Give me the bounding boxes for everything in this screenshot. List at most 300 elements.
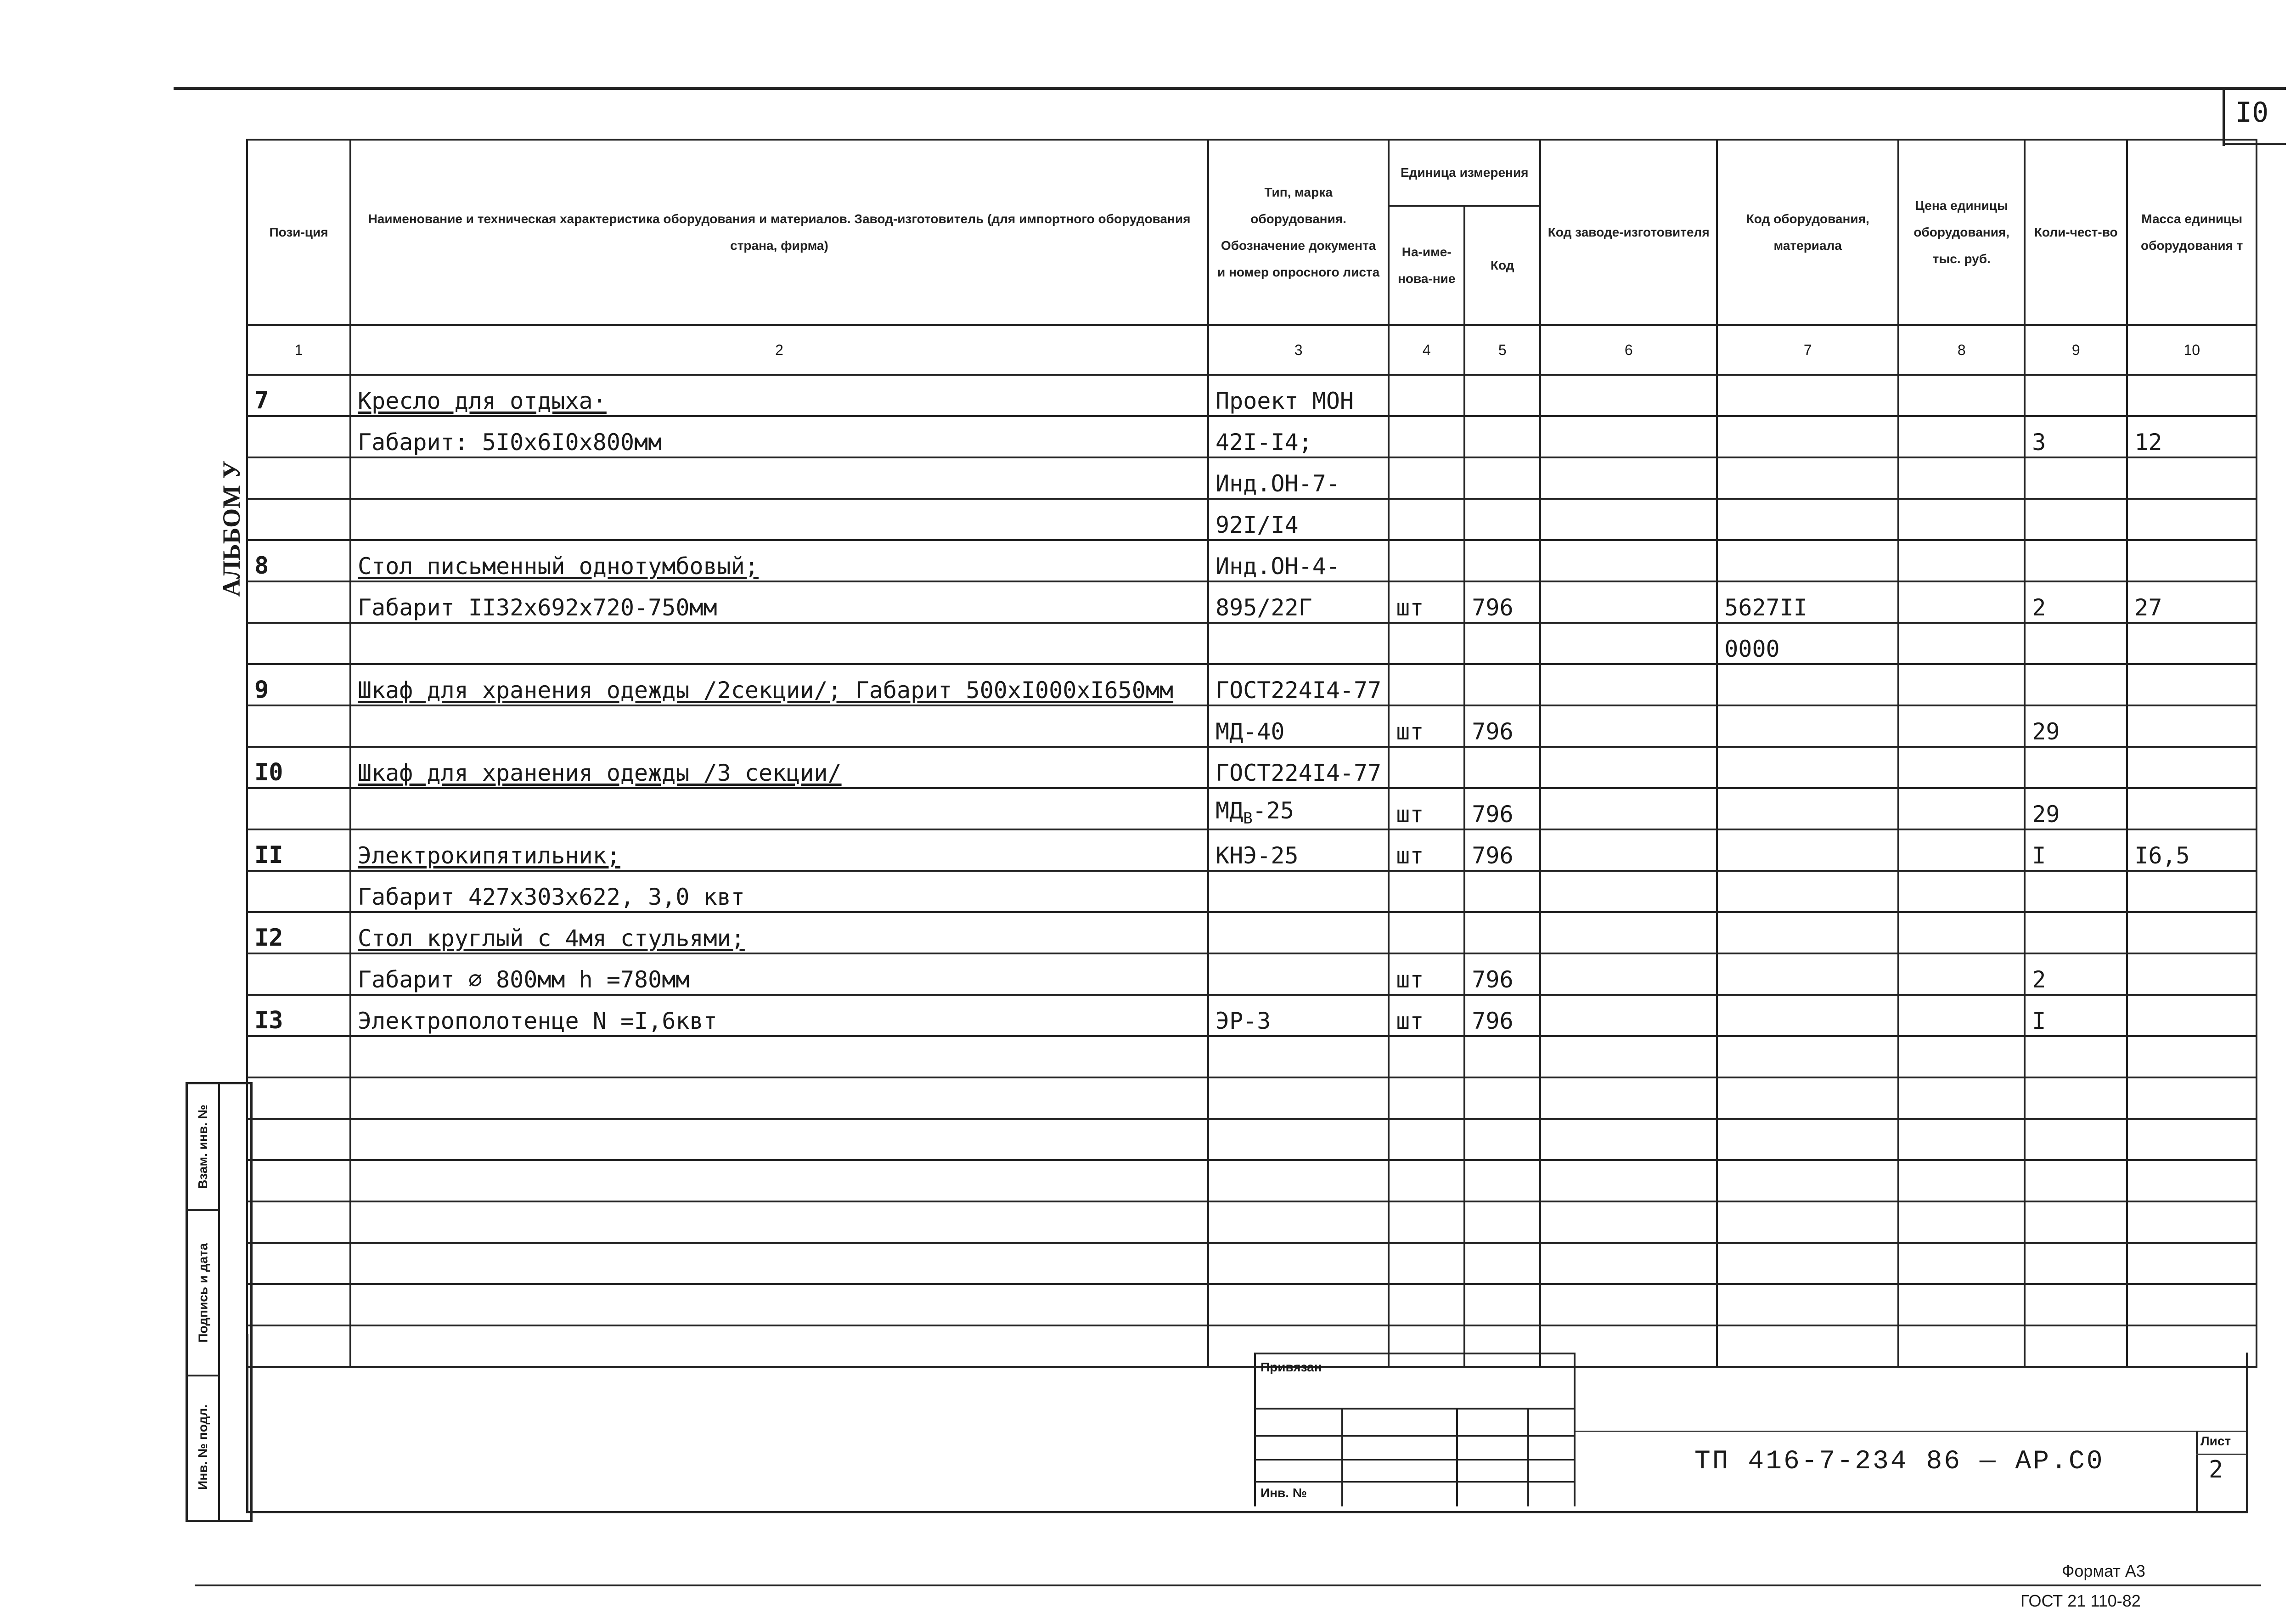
cell-mass xyxy=(2127,375,2257,416)
cell-price xyxy=(1898,375,2025,416)
cell-empty xyxy=(1717,1160,1898,1201)
table-row xyxy=(247,540,2257,581)
cell-price xyxy=(1898,953,2025,995)
table-row xyxy=(247,747,2257,788)
table-row xyxy=(247,581,2257,623)
cell-unit: шт xyxy=(1389,581,1464,623)
cell-mass xyxy=(2127,499,2257,540)
cell-qty xyxy=(2025,457,2127,499)
cell-empty xyxy=(1717,1284,1898,1325)
cell-empty xyxy=(1898,1036,2025,1077)
table-row xyxy=(247,829,2257,871)
cell-equip xyxy=(1717,953,1898,995)
cell-empty xyxy=(247,1325,350,1367)
cell-empty xyxy=(2127,1160,2257,1201)
bind-line xyxy=(1254,1353,1576,1354)
cell-pos xyxy=(247,499,350,540)
cell-code: 796 xyxy=(1464,953,1540,995)
cell-factory xyxy=(1540,995,1717,1036)
cell-factory xyxy=(1540,623,1717,664)
cell-price xyxy=(1898,664,2025,705)
cell-price xyxy=(1898,829,2025,871)
col-number: 2 xyxy=(350,325,1208,375)
cell-name: Шкаф для хранения одежды /3 секции/ xyxy=(350,747,1208,788)
col-number: 1 xyxy=(247,325,350,375)
cell-empty xyxy=(2127,1036,2257,1077)
cell-code xyxy=(1464,540,1540,581)
cell-unit xyxy=(1389,540,1464,581)
cell-empty xyxy=(2127,1119,2257,1160)
cell-empty xyxy=(2025,1036,2127,1077)
col-number: 4 xyxy=(1389,325,1464,375)
table-row xyxy=(247,953,2257,995)
cell-empty xyxy=(1389,1284,1464,1325)
cell-factory xyxy=(1540,829,1717,871)
cell-code: 796 xyxy=(1464,829,1540,871)
table-row xyxy=(247,912,2257,953)
cell-qty: 3 xyxy=(2025,416,2127,457)
cell-empty xyxy=(247,1119,350,1160)
table-row-empty xyxy=(247,1325,2257,1367)
cell-empty xyxy=(350,1160,1208,1201)
cell-empty xyxy=(1389,1201,1464,1243)
cell-empty xyxy=(1898,1243,2025,1284)
bind-line xyxy=(1341,1408,1343,1506)
cell-qty xyxy=(2025,375,2127,416)
cell-qty xyxy=(2025,664,2127,705)
table-row-empty xyxy=(247,1284,2257,1325)
col-number: 3 xyxy=(1208,325,1389,375)
document-code: ТП 416-7-234 86 — АР.С0 xyxy=(1694,1447,2105,1477)
table-row-empty xyxy=(247,1077,2257,1119)
cell-empty xyxy=(1389,1036,1464,1077)
cell-pos: 9 xyxy=(247,664,350,705)
col-number: 5 xyxy=(1464,325,1540,375)
cell-unit: шт xyxy=(1389,953,1464,995)
table-row-empty xyxy=(247,1201,2257,1243)
cell-equip xyxy=(1717,788,1898,829)
cell-price xyxy=(1898,499,2025,540)
frame-corner-line xyxy=(2223,87,2225,146)
cell-unit xyxy=(1389,912,1464,953)
cell-empty xyxy=(1464,1284,1540,1325)
page-number: I0 xyxy=(2235,96,2269,129)
cell-empty xyxy=(1540,1284,1717,1325)
cell-empty xyxy=(1389,1119,1464,1160)
cell-empty xyxy=(350,1201,1208,1243)
cell-empty xyxy=(350,1325,1208,1367)
cell-empty xyxy=(1898,1077,2025,1119)
cell-factory xyxy=(1540,375,1717,416)
cell-pos xyxy=(247,416,350,457)
cell-unit xyxy=(1389,375,1464,416)
side-label-inv-orig: Инв. № подл. xyxy=(196,1404,210,1490)
type-subscript: В xyxy=(1243,809,1253,828)
cell-price xyxy=(1898,705,2025,747)
cell-pos: I0 xyxy=(247,747,350,788)
cell-factory xyxy=(1540,912,1717,953)
cell-equip xyxy=(1717,829,1898,871)
cell-empty xyxy=(2025,1119,2127,1160)
bind-line xyxy=(1574,1353,1576,1506)
frame-bottom-line xyxy=(246,1511,2248,1513)
cell-name: Стол круглый с 4мя стульями; xyxy=(350,912,1208,953)
cell-mass xyxy=(2127,871,2257,912)
cell-empty xyxy=(1540,1077,1717,1119)
cell-unit xyxy=(1389,664,1464,705)
cell-empty xyxy=(2127,1201,2257,1243)
cell-mass xyxy=(2127,664,2257,705)
sheet-cell-border xyxy=(2196,1431,2198,1512)
cell-mass xyxy=(2127,788,2257,829)
cell-empty xyxy=(1464,1036,1540,1077)
cell-empty xyxy=(1717,1119,1898,1160)
cell-empty xyxy=(247,1160,350,1201)
type-text: МД xyxy=(1216,797,1244,824)
cell-equip xyxy=(1717,912,1898,953)
specification-table xyxy=(246,139,2257,1368)
cell-equip xyxy=(1717,457,1898,499)
cell-qty xyxy=(2025,623,2127,664)
cell-type xyxy=(1208,953,1389,995)
cell-empty xyxy=(1898,1284,2025,1325)
cell-code xyxy=(1464,623,1540,664)
table-row xyxy=(247,416,2257,457)
cell-empty xyxy=(1208,1036,1389,1077)
cell-factory xyxy=(1540,416,1717,457)
cell-empty xyxy=(2025,1160,2127,1201)
cell-empty xyxy=(1898,1119,2025,1160)
col-number: 9 xyxy=(2025,325,2127,375)
cell-factory xyxy=(1540,581,1717,623)
col-header-unit-code: Код xyxy=(1464,206,1540,325)
cell-mass xyxy=(2127,705,2257,747)
col-header-factory: Код заводе-изготовителя xyxy=(1540,140,1717,325)
cell-type: ГОСТ224I4-77 xyxy=(1208,664,1389,705)
table-row xyxy=(247,995,2257,1036)
cell-equip xyxy=(1717,416,1898,457)
cell-empty xyxy=(1717,1036,1898,1077)
cell-empty xyxy=(1464,1243,1540,1284)
cell-equip xyxy=(1717,499,1898,540)
cell-price xyxy=(1898,581,2025,623)
cell-equip: 5627II xyxy=(1717,581,1898,623)
type-rest: -25 xyxy=(1252,797,1294,824)
cell-equip xyxy=(1717,375,1898,416)
cell-qty xyxy=(2025,540,2127,581)
cell-empty xyxy=(350,1119,1208,1160)
cell-equip xyxy=(1717,747,1898,788)
cell-pos xyxy=(247,457,350,499)
cell-empty xyxy=(2025,1284,2127,1325)
bind-line xyxy=(1254,1353,1256,1506)
cell-unit: шт xyxy=(1389,829,1464,871)
cell-equip xyxy=(1717,540,1898,581)
cell-unit: шт xyxy=(1389,705,1464,747)
cell-type: ГОСТ224I4-77 xyxy=(1208,747,1389,788)
cell-empty xyxy=(2025,1243,2127,1284)
cell-code xyxy=(1464,912,1540,953)
cell-unit xyxy=(1389,499,1464,540)
col-header-unit-name: На-име-нова-ние xyxy=(1389,206,1464,325)
cell-empty xyxy=(1464,1160,1540,1201)
cell-type: МД-40 xyxy=(1208,705,1389,747)
cell-name: Габарит II32х692х720-750мм xyxy=(350,581,1208,623)
cell-qty xyxy=(2025,912,2127,953)
specification-body xyxy=(247,375,2257,1367)
table-row-empty xyxy=(247,1036,2257,1077)
cell-empty xyxy=(1898,1325,2025,1367)
cell-empty xyxy=(350,1036,1208,1077)
cell-name xyxy=(350,788,1208,829)
cell-price xyxy=(1898,457,2025,499)
cell-empty xyxy=(1717,1325,1898,1367)
table-row-empty xyxy=(247,1160,2257,1201)
cell-mass: 27 xyxy=(2127,581,2257,623)
cell-empty xyxy=(350,1077,1208,1119)
cell-empty xyxy=(1540,1119,1717,1160)
table-row xyxy=(247,871,2257,912)
cell-pos xyxy=(247,705,350,747)
cell-code: 796 xyxy=(1464,788,1540,829)
cell-type xyxy=(1208,871,1389,912)
cell-pos xyxy=(247,788,350,829)
table-row xyxy=(247,623,2257,664)
col-header-qty: Коли-чест-во xyxy=(2025,140,2127,325)
cell-mass xyxy=(2127,995,2257,1036)
cell-type: 92I/I4 xyxy=(1208,499,1389,540)
cell-unit xyxy=(1389,871,1464,912)
cell-code xyxy=(1464,747,1540,788)
col-header-unit-group: Единица измерения xyxy=(1389,140,1540,206)
cell-code: 796 xyxy=(1464,995,1540,1036)
cell-mass: 12 xyxy=(2127,416,2257,457)
cell-empty xyxy=(247,1201,350,1243)
cell-price xyxy=(1898,912,2025,953)
cell-empty xyxy=(1464,1119,1540,1160)
side-stamp xyxy=(186,1082,253,1522)
col-header-equip-code: Код оборудования, материала xyxy=(1717,140,1898,325)
cell-empty xyxy=(1540,1243,1717,1284)
cell-name: Габарит ∅ 800мм h =780мм xyxy=(350,953,1208,995)
cell-empty xyxy=(1464,1077,1540,1119)
cell-type xyxy=(1208,788,1389,829)
page-bottom-line xyxy=(195,1585,2261,1586)
cell-empty xyxy=(2025,1325,2127,1367)
cell-factory xyxy=(1540,457,1717,499)
frame-top-line xyxy=(174,87,2286,90)
cell-price xyxy=(1898,871,2025,912)
table-row xyxy=(247,457,2257,499)
cell-unit: шт xyxy=(1389,788,1464,829)
cell-type: ЭР-3 xyxy=(1208,995,1389,1036)
col-header-price: Цена единицы оборудования, тыс. руб. xyxy=(1898,140,2025,325)
side-cell-inv-no xyxy=(188,1084,218,1211)
album-label: АЛЬБОМ У xyxy=(218,460,245,597)
cell-factory xyxy=(1540,788,1717,829)
side-divider xyxy=(218,1084,220,1520)
cell-qty xyxy=(2025,747,2127,788)
cell-empty xyxy=(2025,1201,2127,1243)
cell-mass xyxy=(2127,912,2257,953)
cell-factory xyxy=(1540,705,1717,747)
cell-price xyxy=(1898,540,2025,581)
cell-pos xyxy=(247,623,350,664)
cell-factory xyxy=(1540,953,1717,995)
cell-equip xyxy=(1717,995,1898,1036)
cell-factory xyxy=(1540,499,1717,540)
col-number: 6 xyxy=(1540,325,1717,375)
cell-pos: 8 xyxy=(247,540,350,581)
cell-empty xyxy=(2127,1284,2257,1325)
cell-name: Габарит 427х303х622, 3,0 квт xyxy=(350,871,1208,912)
cell-empty xyxy=(2127,1325,2257,1367)
cell-name: Стол письменный однотумбовый; xyxy=(350,540,1208,581)
cell-code xyxy=(1464,499,1540,540)
frame-right-lower xyxy=(2246,1353,2248,1513)
cell-qty: 2 xyxy=(2025,581,2127,623)
column-number-row xyxy=(247,325,2257,375)
cell-code xyxy=(1464,871,1540,912)
cell-empty xyxy=(247,1036,350,1077)
cell-pos xyxy=(247,871,350,912)
cell-qty: I xyxy=(2025,829,2127,871)
cell-name xyxy=(350,499,1208,540)
cell-code xyxy=(1464,457,1540,499)
cell-factory xyxy=(1540,871,1717,912)
cell-price xyxy=(1898,788,2025,829)
cell-mass xyxy=(2127,540,2257,581)
cell-equip xyxy=(1717,664,1898,705)
cell-name xyxy=(350,623,1208,664)
gost-label: ГОСТ 21 110-82 xyxy=(2020,1591,2141,1610)
cell-unit: шт xyxy=(1389,995,1464,1036)
table-row xyxy=(247,499,2257,540)
cell-name xyxy=(350,457,1208,499)
cell-empty xyxy=(1208,1160,1389,1201)
binding-inv: Инв. № xyxy=(1261,1486,1307,1500)
cell-name: Электрополотенце N =I,6квт xyxy=(350,995,1208,1036)
cell-price xyxy=(1898,416,2025,457)
cell-equip xyxy=(1717,705,1898,747)
cell-qty: 29 xyxy=(2025,705,2127,747)
cell-empty xyxy=(2127,1243,2257,1284)
cell-code: 796 xyxy=(1464,581,1540,623)
cell-type: Инд.ОН-7- xyxy=(1208,457,1389,499)
sheet-cell-divider xyxy=(2196,1454,2246,1455)
table-row-empty xyxy=(247,1243,2257,1284)
col-number: 10 xyxy=(2127,325,2257,375)
cell-qty: 2 xyxy=(2025,953,2127,995)
table-row xyxy=(247,788,2257,829)
cell-type: КНЭ-25 xyxy=(1208,829,1389,871)
cell-empty xyxy=(247,1284,350,1325)
cell-name: Шкаф для хранения одежды /2секции/; Габарит 500хI000хI650мм xyxy=(350,664,1208,705)
cell-empty xyxy=(1540,1160,1717,1201)
cell-empty xyxy=(1540,1036,1717,1077)
cell-type xyxy=(1208,623,1389,664)
bind-line xyxy=(1456,1408,1458,1506)
table-row xyxy=(247,375,2257,416)
cell-factory xyxy=(1540,747,1717,788)
cell-mass: I6,5 xyxy=(2127,829,2257,871)
table-row-empty xyxy=(247,1119,2257,1160)
cell-factory xyxy=(1540,540,1717,581)
cell-empty xyxy=(350,1243,1208,1284)
cell-type xyxy=(1208,912,1389,953)
cell-qty: I xyxy=(2025,995,2127,1036)
cell-pos xyxy=(247,581,350,623)
cell-empty xyxy=(1208,1077,1389,1119)
frame-left-lower xyxy=(246,1334,248,1513)
cell-type: 42I-I4; xyxy=(1208,416,1389,457)
cell-empty xyxy=(2025,1077,2127,1119)
col-header-name: Наименование и техническая характеристика оборудования и материалов. Завод-изготовитель (для импортного оборудования страна, фирма) xyxy=(350,140,1208,325)
cell-empty xyxy=(247,1077,350,1119)
side-label-sign-date: Подпись и дата xyxy=(196,1243,210,1343)
cell-empty xyxy=(1389,1243,1464,1284)
cell-empty xyxy=(1898,1201,2025,1243)
cell-name: Габарит: 5I0х6I0х800мм xyxy=(350,416,1208,457)
cell-price xyxy=(1898,747,2025,788)
cell-empty xyxy=(350,1284,1208,1325)
cell-empty xyxy=(2127,1077,2257,1119)
cell-pos: II xyxy=(247,829,350,871)
cell-mass xyxy=(2127,457,2257,499)
cell-pos: I3 xyxy=(247,995,350,1036)
cell-type: Инд.ОН-4- xyxy=(1208,540,1389,581)
cell-unit xyxy=(1389,416,1464,457)
cell-empty xyxy=(1717,1201,1898,1243)
cell-mass xyxy=(2127,953,2257,995)
cell-code xyxy=(1464,664,1540,705)
side-cell-sign-date xyxy=(188,1211,218,1376)
title-block-line xyxy=(1576,1431,2246,1432)
cell-code: 796 xyxy=(1464,705,1540,747)
cell-mass xyxy=(2127,623,2257,664)
cell-unit xyxy=(1389,457,1464,499)
binding-title: Привязан xyxy=(1261,1360,1322,1374)
cell-qty: 29 xyxy=(2025,788,2127,829)
cell-empty xyxy=(1389,1077,1464,1119)
cell-empty xyxy=(1540,1201,1717,1243)
cell-name xyxy=(350,705,1208,747)
cell-pos: 7 xyxy=(247,375,350,416)
cell-empty xyxy=(1717,1077,1898,1119)
bind-line xyxy=(1527,1408,1529,1506)
cell-empty xyxy=(1389,1160,1464,1201)
cell-empty xyxy=(1208,1119,1389,1160)
cell-name: Кресло для отдыха· xyxy=(350,375,1208,416)
cell-empty xyxy=(1898,1160,2025,1201)
cell-empty xyxy=(247,1243,350,1284)
cell-empty xyxy=(1208,1201,1389,1243)
table-row xyxy=(247,705,2257,747)
cell-empty xyxy=(1717,1243,1898,1284)
cell-code xyxy=(1464,416,1540,457)
cell-qty xyxy=(2025,871,2127,912)
cell-equip xyxy=(1717,871,1898,912)
col-header-pos: Пози-ция xyxy=(247,140,350,325)
cell-qty xyxy=(2025,499,2127,540)
cell-mass xyxy=(2127,747,2257,788)
cell-unit xyxy=(1389,623,1464,664)
col-header-mass: Масса единицы оборудования т xyxy=(2127,140,2257,325)
cell-empty xyxy=(1464,1201,1540,1243)
cell-name: Электрокипятильник; xyxy=(350,829,1208,871)
cell-price xyxy=(1898,623,2025,664)
col-header-type: Тип, марка оборудования. Обозначение документа и номер опросного листа xyxy=(1208,140,1389,325)
